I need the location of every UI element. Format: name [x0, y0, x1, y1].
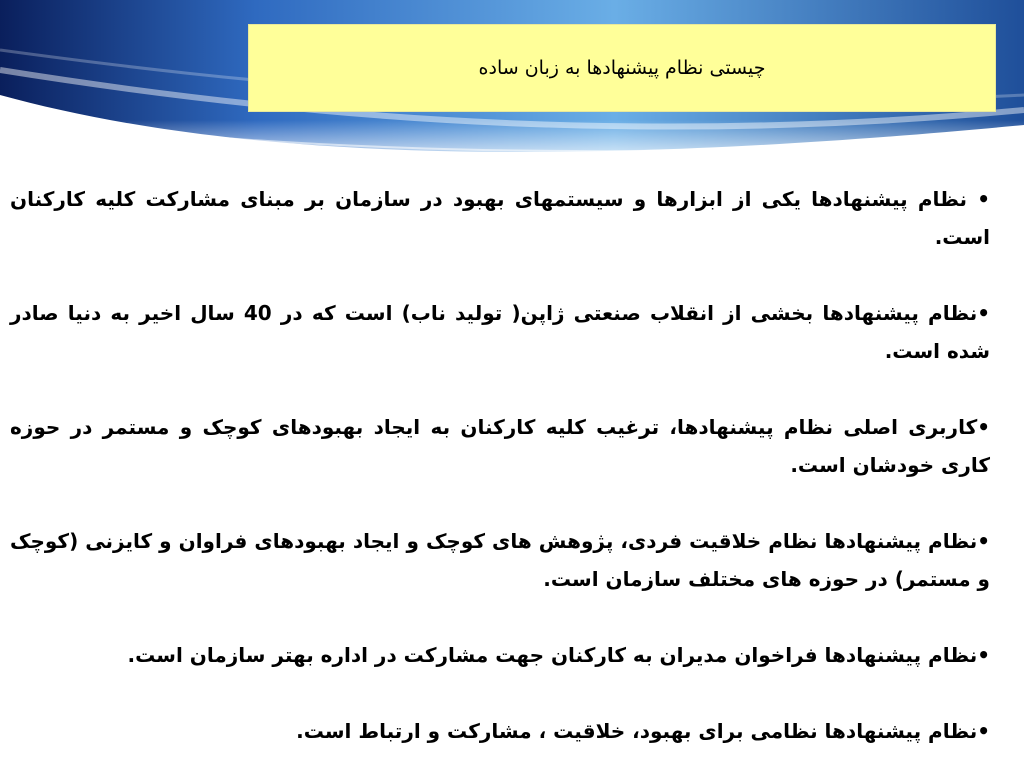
- bullet-item: •نظام پیشنهادها نظامی برای بهبود، خلاقیت ، مشارکت و ارتباط است.: [296, 719, 990, 743]
- bullet-item: •کاربری اصلی نظام پیشنهادها، ترغیب کلیه کارکنان به ایجاد بهبودهای کوچک و مستمر در حوزه کاری خودشان است.: [10, 415, 990, 477]
- bullet-item: •نظام پیشنهادها نظام خلاقیت فردی، پژوهش های کوچک و ایجاد بهبودهای فراوان و کایزنی (کوچک و مستمر) در حوزه های مختلف سازمان است.: [10, 529, 990, 591]
- title-box: [248, 24, 996, 112]
- bullet-list: [10, 180, 990, 750]
- bullet-item: • نظام پیشنهادها یکی از ابزارها و سیستمهای بهبود در سازمان بر مبنای مشارکت کلیه کارکنان است.: [10, 187, 990, 249]
- bullet-item: •نظام پیشنهادها بخشی از انقلاب صنعتی ژاپن( تولید ناب) است که در 40 سال اخیر به دنیا صادر شده است.: [10, 301, 990, 363]
- bullet-item: •نظام پیشنهادها فراخوان مدیران به کارکنان جهت مشارکت در اداره بهتر سازمان است.: [127, 643, 990, 667]
- slide-title: چیستی نظام پیشنهادها به زبان ساده: [478, 57, 766, 79]
